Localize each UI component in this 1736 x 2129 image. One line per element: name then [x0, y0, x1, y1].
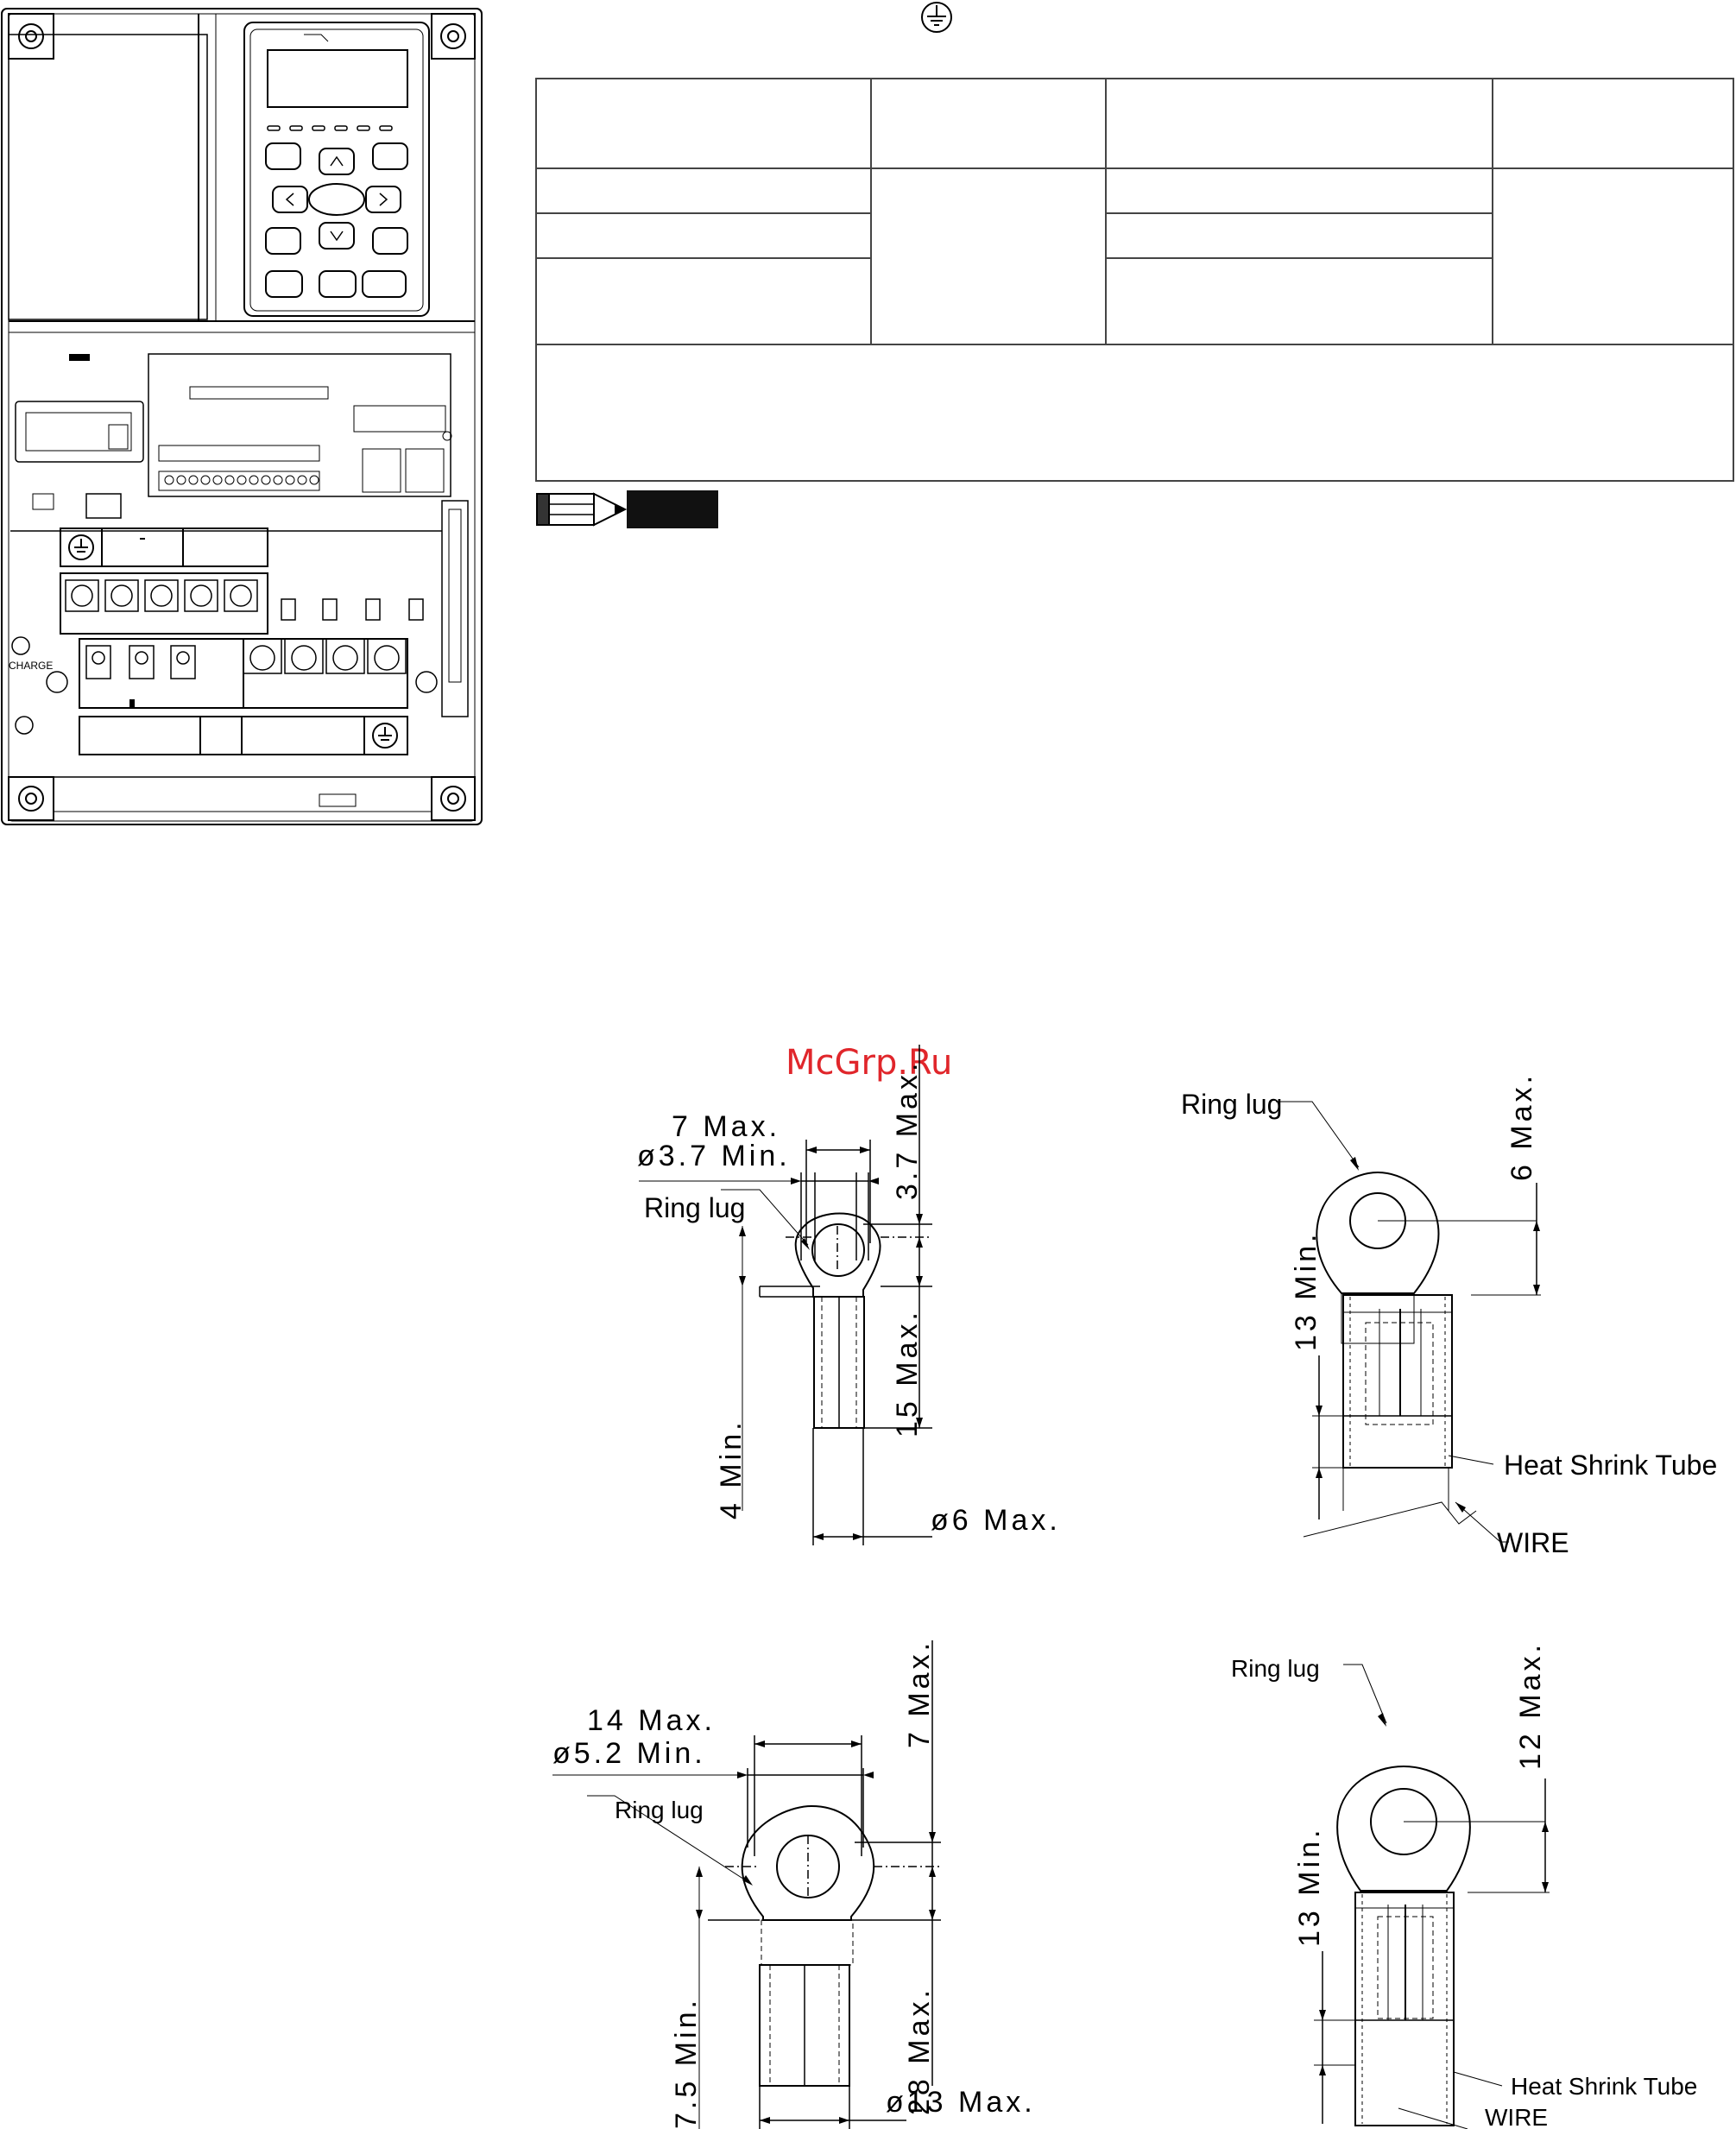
ring-lug-label: Ring lug	[615, 1797, 704, 1823]
lug-diagram-top-left	[604, 1027, 1088, 1571]
drive-diagram	[0, 0, 488, 833]
heat-shrink-label: Heat Shrink Tube	[1504, 1450, 1718, 1481]
ring-lug-label: Ring lug	[1231, 1655, 1320, 1682]
wiring-spec-table	[535, 78, 1734, 482]
length-max-label: 15 Max.	[891, 1309, 924, 1437]
table-cell	[1106, 213, 1493, 258]
table-cell	[1106, 258, 1493, 344]
wire-label: WIRE	[1497, 1527, 1569, 1558]
barrel-min-label: 7.5 Min.	[670, 1997, 703, 2129]
width-max-label: 7 Max.	[672, 1110, 781, 1143]
hole-min-label: ø5.2 Min.	[552, 1737, 706, 1770]
tube-min-label: 13 Min.	[1290, 1230, 1323, 1351]
top-max-label: 3.7 Max.	[891, 1059, 924, 1200]
lug-diagram-top-right	[1174, 1053, 1736, 1589]
heat-shrink-label: Heat Shrink Tube	[1511, 2073, 1698, 2100]
barrel-dia-max-label: ø6 Max.	[931, 1504, 1061, 1537]
charge-label: CHARGE	[9, 660, 54, 672]
table-cell	[536, 258, 871, 344]
pencil-icon	[535, 489, 630, 530]
lug-diagram-bottom-right	[1183, 1640, 1736, 2129]
table-header-cell	[871, 79, 1106, 168]
table-header-cell	[536, 79, 871, 168]
table-header-cell	[1106, 79, 1493, 168]
length-max-label: 28 Max.	[903, 1987, 936, 2115]
ground-symbol-icon	[919, 0, 954, 35]
table-cell	[536, 213, 871, 258]
table-note-cell	[536, 344, 1733, 481]
hole-min-label: ø3.7 Min.	[637, 1140, 791, 1172]
table-header-cell	[1493, 79, 1733, 168]
ring-lug-label: Ring lug	[1181, 1089, 1283, 1120]
table-cell	[1106, 168, 1493, 213]
tip-tag	[627, 490, 718, 528]
top-max-label: 7 Max.	[903, 1639, 936, 1748]
table-cell	[1493, 168, 1733, 344]
table-cell	[871, 168, 1106, 344]
barrel-min-label: 4 Min.	[715, 1418, 748, 1519]
watermark-text: McGrp.Ru	[786, 1043, 953, 1083]
width-max-label: 14 Max.	[587, 1704, 716, 1737]
lug-diagram-bottom-left	[544, 1623, 1062, 2129]
top-max-label: 12 Max.	[1514, 1641, 1547, 1770]
wire-label: WIRE	[1485, 2104, 1549, 2129]
barrel-dia-max-label: ø13 Max.	[886, 2086, 1036, 2119]
top-max-label: 6 Max.	[1506, 1071, 1538, 1181]
table-cell	[536, 168, 871, 213]
ring-lug-label: Ring lug	[644, 1192, 746, 1223]
tube-min-label: 13 Min.	[1293, 1826, 1326, 1947]
